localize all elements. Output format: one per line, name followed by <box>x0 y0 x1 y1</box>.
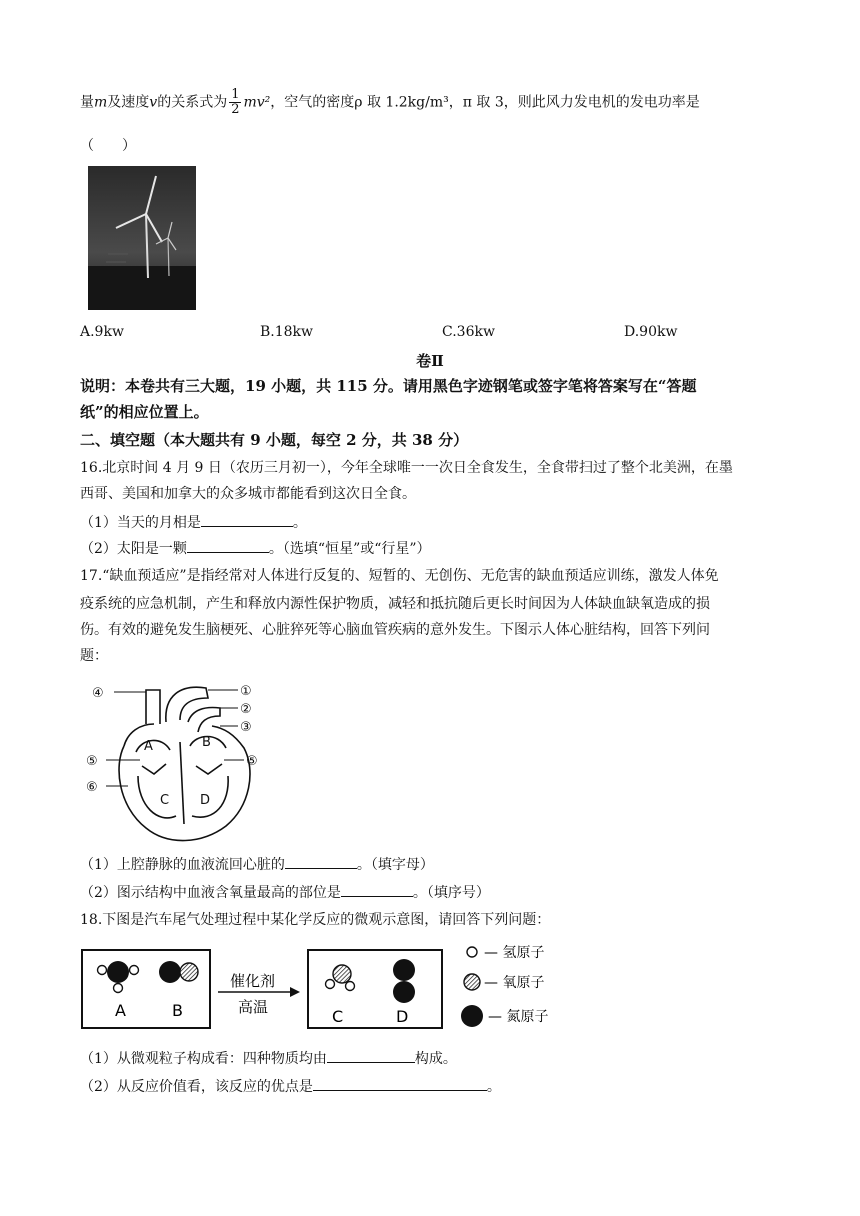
q18-sub2 <box>80 1076 501 1097</box>
text: 。 <box>292 515 307 531</box>
chamber-d: D <box>200 793 211 808</box>
text: 及速度 <box>107 94 150 111</box>
q18-sub1 <box>80 1048 457 1069</box>
section-note-line2: 纸”的相应位置上。 <box>80 403 209 421</box>
var-v: v <box>149 94 158 111</box>
fraction-numerator: 1 <box>231 87 240 102</box>
answer-blank[interactable] <box>201 512 293 527</box>
option-c[interactable]: C.36kw <box>442 324 495 340</box>
atom-hydrogen <box>114 984 123 993</box>
option-a[interactable]: A.9kw <box>80 324 124 340</box>
text: （1）当天的月相是 <box>80 515 201 531</box>
answer-blank[interactable] <box>327 1048 415 1063</box>
fraction <box>229 88 241 117</box>
text: （1）上腔静脉的血液流回心脏的 <box>80 857 285 873</box>
q17-sub2 <box>80 882 490 903</box>
q16-line2: 西哥、美国和加拿大的众多城市都能看到这次日全食。 <box>80 486 416 502</box>
heart-label-6: ⑥ <box>86 780 98 795</box>
q16-line1: 16.北京时间 4 月 9 日（农历三月初一），今年全球唯一一次日全食发生，全食带扫过了整个北美洲，在墨 <box>80 460 733 476</box>
text: 。（填序号） <box>412 885 490 901</box>
q18-line1: 18.下图是汽车尾气处理过程中某化学反应的微观示意图，请回答下列问题： <box>80 912 551 928</box>
q15-stem-line <box>80 88 700 117</box>
text: （1）从微观粒子构成看：四种物质均由 <box>80 1051 327 1067</box>
heart-label-4: ④ <box>92 686 104 701</box>
atom-nitrogen <box>393 981 415 1003</box>
wind-turbine-photo <box>88 166 196 310</box>
reaction-diagram <box>80 940 570 1036</box>
text: 。 <box>486 1079 501 1095</box>
text: 量 <box>80 94 94 111</box>
legend-oxygen: — 氧原子 <box>484 975 545 991</box>
text: 构成。 <box>414 1051 457 1067</box>
text: ，空气的密度ρ 取 1.2kg/m³，π 取 3，则此风力发电机的发电功率是 <box>270 94 700 111</box>
atom-nitrogen <box>159 961 181 983</box>
var-m: m <box>94 94 108 111</box>
legend-nitrogen: — 氮原子 <box>488 1009 549 1025</box>
heart-diagram <box>84 676 274 848</box>
q17-sub1 <box>80 854 434 875</box>
heart-label-5-left: ⑤ <box>86 754 98 769</box>
heart-label-5-right: ⑤ <box>246 754 258 769</box>
q16-sub1 <box>80 512 307 533</box>
atom-oxygen <box>333 965 351 983</box>
legend-nitrogen-symbol <box>461 1005 483 1027</box>
q17-line2: 疫系统的应急机制，产生和释放内源性保护物质，减轻和抵抗随后更长时间因为人体缺血缺氧造成的损 <box>80 596 710 612</box>
text: （2）从反应价值看，该反应的优点是 <box>80 1079 313 1095</box>
answer-blank[interactable] <box>285 854 357 869</box>
answer-blank[interactable] <box>313 1076 487 1091</box>
label-d: D <box>396 1007 409 1026</box>
atom-nitrogen <box>393 959 415 981</box>
chamber-a: A <box>144 739 153 754</box>
atom-nitrogen <box>107 961 129 983</box>
q16-sub2 <box>80 538 431 559</box>
label-a: A <box>115 1001 126 1020</box>
answer-blank[interactable] <box>341 882 413 897</box>
label-c: C <box>332 1007 344 1026</box>
legend-oxygen-symbol <box>464 974 480 990</box>
text: （2）太阳是一颗 <box>80 541 187 557</box>
atom-hydrogen <box>346 982 355 991</box>
section-title: 卷Ⅱ <box>416 352 444 370</box>
q17-line3: 伤。有效的避免发生脑梗死、心脏猝死等心脑血管疾病的意外发生。下图示人体心脏结构，回答下列问 <box>80 622 710 638</box>
expression: mv² <box>243 94 271 111</box>
q17-line1: 17.“缺血预适应”是指经常对人体进行反复的、短暂的、无创伤、无危害的缺血预适应训练，激发人体免 <box>80 568 719 584</box>
catalyst-label: 催化剂 <box>230 972 276 990</box>
atom-hydrogen <box>130 966 139 975</box>
q17-line4: 题： <box>80 648 108 664</box>
answer-paren: （ ） <box>80 138 136 154</box>
text: （2）图示结构中血液含氧量最高的部位是 <box>80 885 341 901</box>
legend-hydrogen: — 氢原子 <box>484 945 545 961</box>
chamber-b: B <box>202 735 211 750</box>
option-d[interactable]: D.90kw <box>624 324 678 340</box>
text: 的关系式为 <box>157 94 228 111</box>
section-heading: 二、填空题（本大题共有 9 小题，每空 2 分，共 38 分） <box>80 431 469 449</box>
answer-blank[interactable] <box>187 538 269 553</box>
text: 。（填字母） <box>356 857 434 873</box>
legend-hydrogen-symbol <box>467 947 477 957</box>
atom-hydrogen <box>98 966 107 975</box>
label-b: B <box>172 1001 183 1020</box>
heart-label-1: ① <box>240 684 252 699</box>
condition-label: 高温 <box>238 998 269 1016</box>
atom-oxygen <box>180 963 198 981</box>
text: 。（选填“恒星”或“行星”） <box>268 541 431 557</box>
option-b[interactable]: B.18kw <box>260 324 314 340</box>
fraction-denominator: 2 <box>231 102 240 117</box>
section-note-line1: 说明：本卷共有三大题，19 小题，共 115 分。请用黑色字迹钢笔或签字笔将答案写在“答题 <box>80 377 697 395</box>
chamber-c: C <box>160 793 170 808</box>
heart-label-3: ③ <box>240 720 252 735</box>
atom-hydrogen <box>326 980 335 989</box>
heart-label-2: ② <box>240 702 252 717</box>
